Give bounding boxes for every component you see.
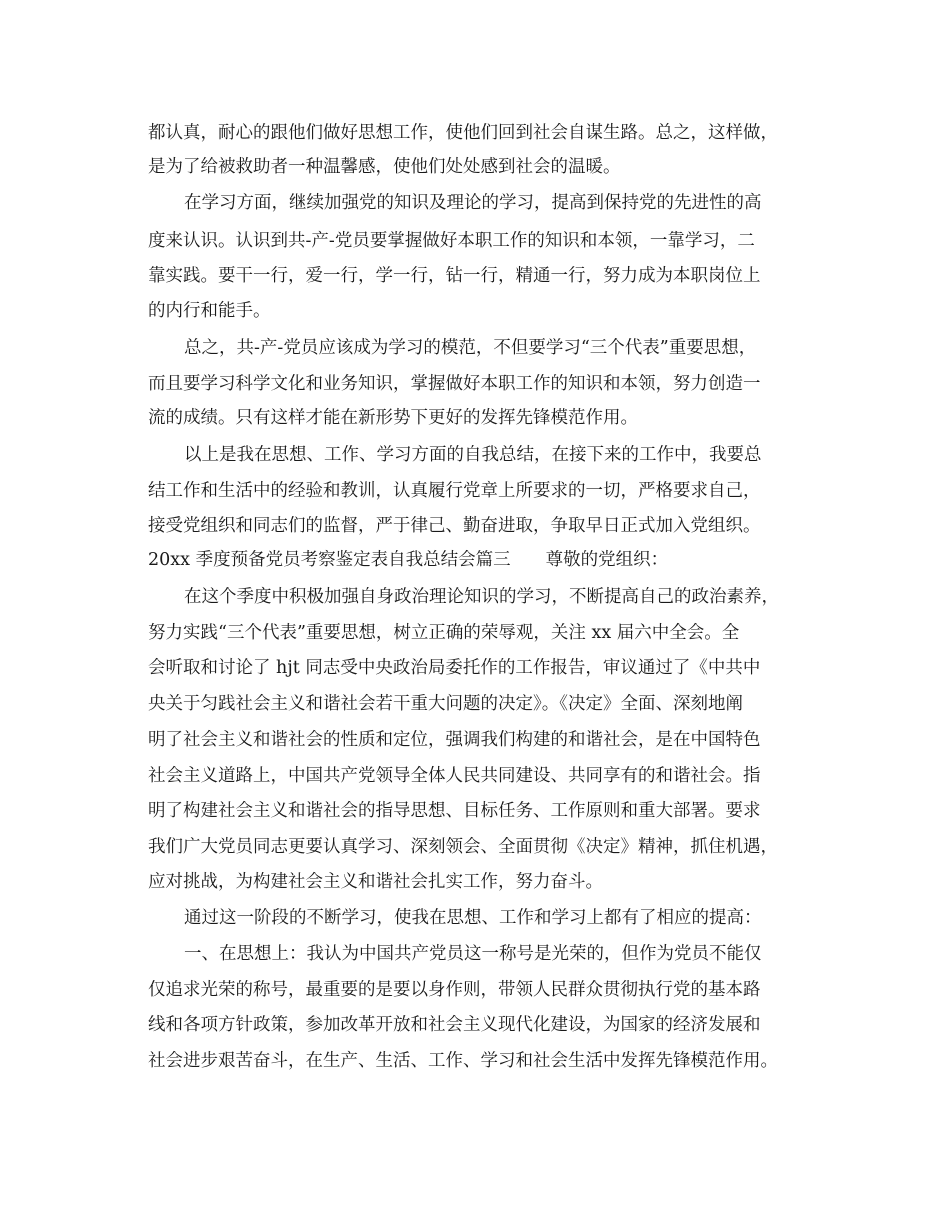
text-line: 流的成绩。只有这样才能在新形势下更好的发挥先锋模范作用。 — [148, 408, 638, 428]
text-line: 我们广大党员同志更要认真学习、深刻领会、全面贯彻《决定》精神，抓住机遇， — [148, 837, 778, 857]
text-line: 度来认识。认识到共-产-党员要掌握做好本职工作的知识和本领，一靠学习，二 — [148, 231, 755, 251]
text-line: 社会进步艰苦奋斗，在生产、生活、工作、学习和社会生活中发挥先锋模范作用。 — [148, 1051, 778, 1071]
text-line: 一、在思想上：我认为中国共产党员这一称号是光荣的，但作为党员不能仅 — [184, 944, 762, 964]
text-line: 明了构建社会主义和谐社会的指导思想、目标任务、工作原则和重大部署。要求 — [148, 801, 761, 821]
text-line: 努力实践“三个代表”重要思想，树立正确的荣辱观，关注 xx 届六中全会。全 — [148, 623, 740, 643]
text-line: 明了社会主义和谐社会的性质和定位，强调我们构建的和谐社会，是在中国特色 — [148, 730, 761, 750]
text-line: 都认真，耐心的跟他们做好思想工作，使他们回到社会自谋生路。总之，这样做， — [148, 123, 778, 143]
text-line: 应对挑战，为构建社会主义和谐社会扎实工作，努力奋斗。 — [148, 872, 603, 892]
text-line: 总之，共-产-党员应该成为学习的模范，不但要学习“三个代表”重要思想， — [184, 338, 757, 358]
text-line: 接受党组织和同志们的监督，严于律己、勤奋进取，争取早日正式加入党组织。 — [148, 516, 761, 536]
text-line: 靠实践。要干一行，爱一行，学一行，钻一行，精通一行，努力成为本职岗位上 — [148, 266, 761, 286]
text-line: 的内行和能手。 — [148, 301, 271, 321]
text-line: 在学习方面，继续加强党的知识及理论的学习，提高到保持党的先进性的高 — [184, 193, 762, 213]
text-line: 是为了给被救助者一种温馨感，使他们处处感到社会的温暖。 — [148, 157, 621, 177]
text-line: 会听取和讨论了 hjt 同志受中央政治局委托作的工作报告，审议通过了《中共中 — [148, 658, 761, 678]
text-line: 央关于匀践社会主义和谐社会若干重大问题的决定》。《决定》全面、深刻地阐 — [148, 694, 743, 714]
text-line: 而且要学习科学文化和业务知识，掌握做好本职工作的知识和本领，努力创造一 — [148, 374, 761, 394]
text-line: 20xx 季度预备党员考察鉴定表自我总结会篇三 尊敬的党组织： — [148, 550, 669, 570]
text-line: 结工作和生活中的经验和教训，认真履行党章上所要求的一切，严格要求自己， — [148, 481, 761, 501]
text-line: 以上是我在思想、工作、学习方面的自我总结，在接下来的工作中，我要总 — [184, 445, 762, 465]
text-line: 线和各项方针政策，参加改革开放和社会主义现代化建设，为国家的经济发展和 — [148, 1015, 761, 1035]
text-line: 通过这一阶段的不断学习，使我在思想、工作和学习上都有了相应的提高： — [184, 908, 762, 928]
text-line: 社会主义道路上，中国共产党领导全体人民共同建设、共同享有的和谐社会。指 — [148, 766, 761, 786]
text-line: 仅追求光荣的称号，最重要的是要以身作则，带领人民群众贯彻执行党的基本路 — [148, 980, 761, 1000]
text-line: 在这个季度中积极加强自身政治理论知识的学习，不断提高自己的政治素养， — [184, 587, 779, 607]
